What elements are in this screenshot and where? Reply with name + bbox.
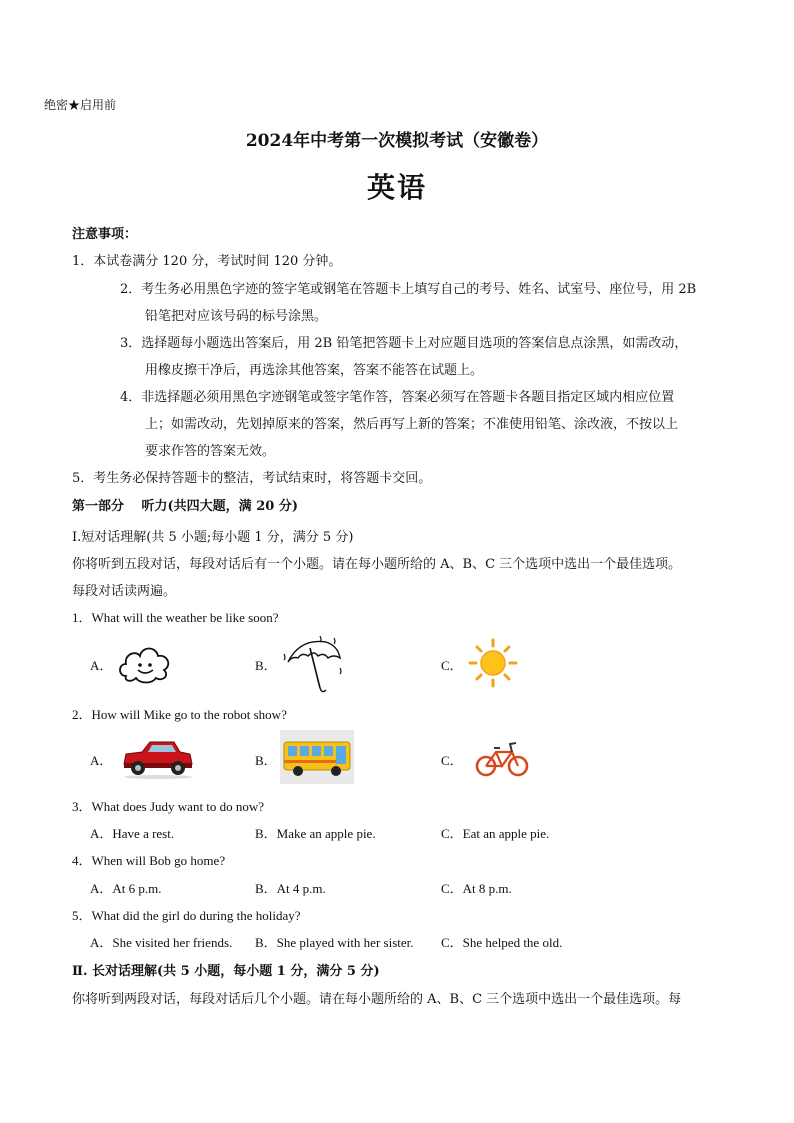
cloud-icon <box>116 636 174 690</box>
sun-icon <box>468 638 518 688</box>
question-4-option-c: C．At 8 p.m. <box>441 881 512 896</box>
question-4-option-a: A．At 6 p.m. <box>90 881 162 896</box>
part1-heading: 第一部分 听力(共四大题，满 20 分) <box>72 499 298 514</box>
notice-item-2-line-2: 铅笔把对应该号码的标号涂黑。 <box>145 309 328 324</box>
question-2-stem: 2．How will Mike go to the robot show? <box>72 707 287 722</box>
question-4-option-b: B．At 4 p.m. <box>255 881 326 896</box>
question-5-option-b: B．She played with her sister. <box>255 935 414 950</box>
notice-item-1: 1．本试卷满分 120 分，考试时间 120 分钟。 <box>72 254 342 269</box>
notice-item-4-line-2: 上；如需改动，先划掉原来的答案，然后再写上新的答案；不准使用铅笔、涂改液，不按以上 <box>145 417 679 432</box>
subject-title: 英语 <box>366 171 427 204</box>
notice-item-4-line-1: 4．非选择题必须用黑色字迹钢笔或签字笔作答，答案必须写在答题卡各题目指定区域内相应位置 <box>120 390 675 405</box>
section1-instruction-line-1: 你将听到五段对话，每段对话后有一个小题。请在每小题所给的 A、B、C 三个选项中选出一个最佳选项。 <box>72 557 682 572</box>
question-2-option-b-label: B． <box>255 753 277 768</box>
notice-item-4-line-3: 要求作答的答案无效。 <box>145 444 276 459</box>
car-icon <box>118 736 196 780</box>
question-3-stem: 3．What does Judy want to do now? <box>72 799 265 814</box>
question-3-option-a: A．Have a rest. <box>90 826 175 841</box>
question-1-stem: 1．What will the weather be like soon? <box>72 610 279 625</box>
section2-heading: Ⅱ. 长对话理解(共 5 小题，每小题 1 分，满分 5 分) <box>72 964 380 979</box>
exam-title: 2024年中考第一次模拟考试（安徽卷） <box>245 131 549 151</box>
notice-heading: 注意事项： <box>72 227 138 242</box>
question-3-option-b: B．Make an apple pie. <box>255 826 376 841</box>
section1-heading: Ⅰ.短对话理解(共 5 小题;每小题 1 分，满分 5 分) <box>72 530 354 545</box>
question-5-option-c: C．She helped the old. <box>441 935 563 950</box>
question-1-option-c-label: C． <box>441 658 463 673</box>
bicycle-icon <box>474 738 530 778</box>
secret-mark: 绝密★启用前 <box>44 98 117 112</box>
notice-item-5: 5．考生务必保持答题卡的整洁，考试结束时，将答题卡交回。 <box>72 471 432 486</box>
notice-item-2-line-1: 2．考生务必用黑色字迹的签字笔或钢笔在答题卡上填写自己的考号、姓名、试室号、座位号，用 2B <box>120 282 697 297</box>
question-5-option-a: A．She visited her friends. <box>90 935 233 950</box>
question-4-stem: 4．When will Bob go home? <box>72 853 226 868</box>
section2-instruction-line-1: 你将听到两段对话，每段对话后几个小题。请在每小题所给的 A、B、C 三个选项中选出一个最佳选项。每 <box>72 992 682 1007</box>
notice-item-3-line-1: 3．选择题每小题选出答案后，用 2B 铅笔把答题卡上对应题目选项的答案信息点涂黑，如需改动， <box>120 336 688 351</box>
section1-instruction-line-2: 每段对话读两遍。 <box>72 584 177 599</box>
question-5-stem: 5．What did the girl do during the holiday? <box>72 908 301 923</box>
bus-icon <box>280 730 354 784</box>
question-1-option-a-label: A． <box>90 658 113 673</box>
umbrella-rain-icon <box>280 632 346 694</box>
question-2-option-a-label: A． <box>90 753 113 768</box>
question-3-option-c: C．Eat an apple pie. <box>441 826 550 841</box>
notice-item-3-line-2: 用橡皮擦干净后，再选涂其他答案，答案不能答在试题上。 <box>145 363 484 378</box>
question-2-option-c-label: C． <box>441 753 463 768</box>
question-1-option-b-label: B． <box>255 658 277 673</box>
